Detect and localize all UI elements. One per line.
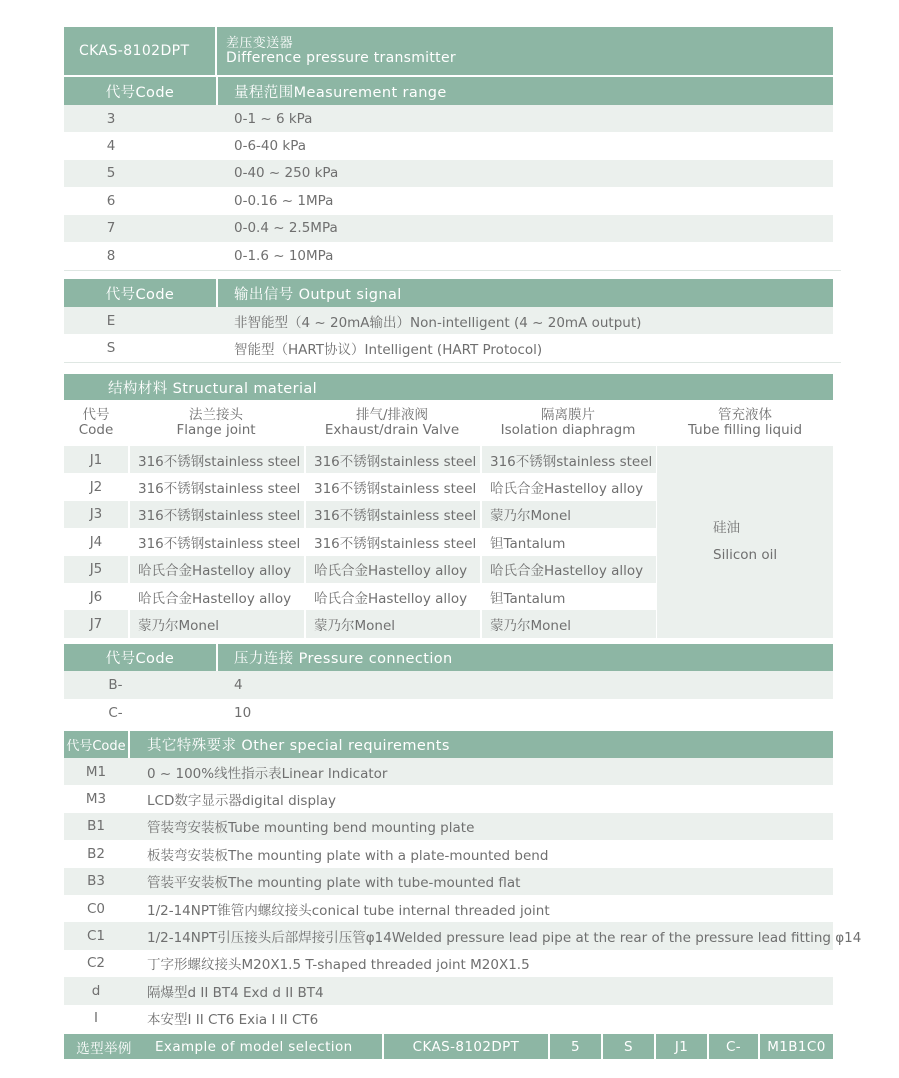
- special-value: 0 ~ 100%线性指示表Linear Indicator: [147, 765, 388, 782]
- special-code: B1: [87, 818, 105, 835]
- material-diaphragm: 钽Tantalum: [490, 590, 566, 607]
- special-row: [64, 813, 833, 840]
- material-diaphragm: 316不锈钢stainless steel: [490, 453, 653, 470]
- material-valve: 蒙乃尔Monel: [314, 618, 396, 635]
- special-title: 其它特殊要求 Other special requirements: [147, 738, 450, 754]
- special-code: B2: [87, 845, 105, 862]
- special-row: [64, 922, 862, 949]
- col-filling: 管充液体 Tube filling liquid: [687, 407, 803, 438]
- material-row: [64, 528, 656, 555]
- connection-code: C-: [108, 705, 123, 721]
- special-value: 管装弯安装板Tube mounting bend mounting plate: [147, 820, 475, 837]
- special-row: [64, 977, 833, 1004]
- special-code: C1: [86, 928, 105, 945]
- material-valve: 316不锈钢stainless steel: [314, 508, 477, 525]
- output-row: [64, 307, 833, 334]
- material-row: [64, 446, 656, 473]
- special-value: 1/2-14NPT引压接头后部焊接引压管φ14Welded pressure lead pipe at the rear of the pressure lead fitting φ14: [147, 930, 862, 947]
- title-name-cn: 差压变送器: [226, 36, 294, 51]
- special-value: 本安型I II CT6 Exia I II CT6: [147, 1012, 319, 1029]
- connection-row: [64, 699, 833, 727]
- output-code: S: [106, 340, 116, 357]
- connection-row: [64, 671, 833, 699]
- special-code-header: 代号Code: [66, 739, 126, 754]
- title-name-en: Difference pressure transmitter: [226, 50, 456, 66]
- example-part-special: M1B1C0: [767, 1038, 826, 1055]
- output-value: 非智能型（4 ~ 20mA输出）Non-intelligent (4 ~ 20mA output): [234, 314, 642, 331]
- connection-header: [64, 644, 833, 671]
- title-name: [226, 27, 826, 75]
- special-code: I: [94, 1010, 98, 1027]
- col-valve: 排气/排液阀 Exhaust/drain Valve: [324, 407, 460, 438]
- range-code: 8: [106, 247, 116, 264]
- range-header: [64, 77, 833, 105]
- special-row: [64, 895, 833, 922]
- material-diaphragm: 蒙乃尔Monel: [490, 618, 572, 635]
- range-row: [64, 105, 833, 132]
- material-flange: 哈氏合金Hastelloy alloy: [138, 563, 292, 580]
- example-part-connection: C-: [725, 1038, 742, 1055]
- range-code: 7: [106, 220, 116, 237]
- range-row: [64, 160, 833, 187]
- material-valve: 316不锈钢stainless steel: [314, 535, 477, 552]
- special-value: 1/2-14NPT锥管内螺纹接头conical tube internal threaded joint: [147, 902, 550, 919]
- example-label: 选型举例: [76, 1040, 132, 1057]
- range-row: [64, 242, 833, 269]
- example-part-material: J1: [674, 1038, 689, 1055]
- special-value: 丁字形螺纹接头M20X1.5 T-shaped threaded joint M20X1.5: [147, 957, 530, 974]
- material-flange: 哈氏合金Hastelloy alloy: [138, 590, 292, 607]
- example-part-output: S: [624, 1038, 633, 1055]
- material-diaphragm: 哈氏合金Hastelloy alloy: [490, 563, 644, 580]
- special-code: M1: [85, 763, 107, 780]
- title-bar: [64, 27, 833, 75]
- material-flange: 蒙乃尔Monel: [138, 618, 220, 635]
- connection-code-header: 代号Code: [105, 651, 175, 667]
- col-code: 代号 Code: [78, 407, 114, 438]
- material-valve: 哈氏合金Hastelloy alloy: [314, 590, 468, 607]
- special-value: 板装弯安装板The mounting plate with a plate-mounted bend: [147, 847, 549, 864]
- col-diaphragm: 隔离膜片 Isolation diaphragm: [500, 407, 636, 438]
- material-title: 结构材料 Structural material: [108, 380, 318, 397]
- filling-liquid-cell: [657, 446, 833, 638]
- special-code: B3: [87, 873, 105, 890]
- special-code: M3: [85, 791, 107, 808]
- material-row: [64, 473, 656, 500]
- col-flange: 法兰接头 Flange joint: [176, 407, 256, 438]
- output-header: [64, 279, 833, 307]
- connection-value: 10: [234, 705, 252, 721]
- range-value: 0-1.6 ~ 10MPa: [234, 247, 334, 264]
- range-value: 0-0.16 ~ 1MPa: [234, 192, 334, 209]
- filling-liquid-cn: 硅油: [713, 520, 740, 536]
- filling-liquid-en: Silicon oil: [713, 547, 778, 563]
- material-code: J7: [89, 616, 103, 633]
- material-code: J2: [89, 479, 103, 496]
- range-title: 量程范围Measurement range: [234, 84, 447, 101]
- example-label-en: Example of model selection: [155, 1038, 353, 1055]
- range-value: 0-0.4 ~ 2.5MPa: [234, 220, 338, 237]
- material-flange: 316不锈钢stainless steel: [138, 535, 301, 552]
- output-value: 智能型（HART协议）Intelligent (HART Protocol): [234, 342, 543, 359]
- connection-code: B-: [108, 677, 123, 693]
- special-code: C0: [86, 900, 105, 917]
- example-part-model: CKAS-8102DPT: [412, 1038, 520, 1055]
- range-code: 3: [106, 110, 116, 127]
- example-bar: [64, 1034, 833, 1059]
- special-code: d: [91, 982, 101, 999]
- range-code: 4: [106, 138, 116, 155]
- connection-title: 压力连接 Pressure connection: [234, 651, 453, 667]
- range-row: [64, 215, 833, 242]
- material-row: [64, 610, 656, 637]
- range-value: 0-40 ~ 250 kPa: [234, 165, 339, 182]
- special-row: [64, 758, 833, 785]
- range-value: 0-1 ~ 6 kPa: [234, 110, 313, 127]
- material-diaphragm: 哈氏合金Hastelloy alloy: [490, 481, 644, 498]
- range-code: 6: [106, 192, 116, 209]
- material-diaphragm: 蒙乃尔Monel: [490, 508, 572, 525]
- material-row: [64, 583, 656, 610]
- range-code-header: 代号Code: [105, 84, 175, 101]
- special-code: C2: [86, 955, 105, 972]
- range-value: 0-6-40 kPa: [234, 138, 307, 155]
- material-valve: 316不锈钢stainless steel: [314, 453, 477, 470]
- material-code: J5: [89, 561, 103, 578]
- example-part-range: 5: [571, 1038, 580, 1055]
- material-flange: 316不锈钢stainless steel: [138, 453, 301, 470]
- output-title: 输出信号 Output signal: [234, 286, 402, 303]
- special-header: [64, 731, 833, 758]
- material-header: [64, 374, 833, 400]
- special-row: [64, 785, 833, 812]
- material-diaphragm: 钽Tantalum: [490, 535, 566, 552]
- range-row: [64, 132, 833, 159]
- material-valve: 316不锈钢stainless steel: [314, 481, 477, 498]
- output-row: [64, 334, 833, 361]
- range-row: [64, 187, 833, 214]
- special-row: [64, 868, 833, 895]
- special-value: LCD数字显示器digital display: [147, 793, 337, 810]
- output-code: E: [106, 312, 116, 329]
- special-value: 隔爆型d II BT4 Exd d II BT4: [147, 984, 324, 1001]
- material-code: J4: [89, 533, 103, 550]
- title-model: CKAS-8102DPT: [79, 43, 190, 59]
- range-code: 5: [106, 165, 116, 182]
- material-code: J3: [89, 506, 103, 523]
- material-row: [64, 556, 656, 583]
- material-row: [64, 501, 656, 528]
- material-valve: 哈氏合金Hastelloy alloy: [314, 563, 468, 580]
- output-code-header: 代号Code: [105, 286, 175, 303]
- special-row: [64, 950, 833, 977]
- connection-value: 4: [234, 677, 243, 693]
- material-flange: 316不锈钢stainless steel: [138, 481, 301, 498]
- material-code: J6: [89, 588, 103, 605]
- special-row: [64, 840, 833, 867]
- material-code: J1: [89, 451, 103, 468]
- special-value: 管装平安装板The mounting plate with tube-mounted flat: [147, 875, 521, 892]
- special-row: [64, 1005, 833, 1032]
- material-column-headers: [64, 400, 833, 446]
- material-flange: 316不锈钢stainless steel: [138, 508, 301, 525]
